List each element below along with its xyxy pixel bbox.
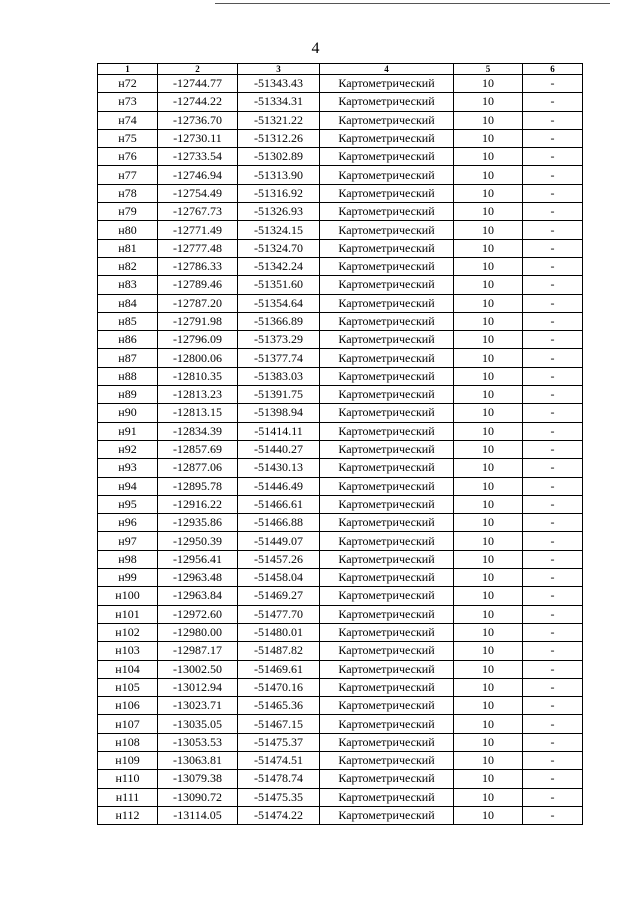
- y-coordinate-cell: -51302.89: [238, 148, 320, 166]
- top-rule: [215, 3, 610, 4]
- point-id-cell: н85: [98, 312, 158, 330]
- point-id-cell: н86: [98, 331, 158, 349]
- table-row: [98, 276, 583, 294]
- x-coordinate-cell: -12733.54: [158, 148, 238, 166]
- accuracy-cell: 10: [454, 697, 523, 715]
- y-coordinate-cell: -51321.22: [238, 111, 320, 129]
- table-row: [98, 605, 583, 623]
- method-cell: Картометрический: [320, 459, 454, 477]
- x-coordinate-cell: -12916.22: [158, 495, 238, 513]
- point-id-cell: н88: [98, 367, 158, 385]
- method-cell: Картометрический: [320, 148, 454, 166]
- x-coordinate-cell: -12813.15: [158, 404, 238, 422]
- x-coordinate-cell: -12834.39: [158, 422, 238, 440]
- accuracy-cell: 10: [454, 129, 523, 147]
- table-row: [98, 294, 583, 312]
- note-cell: -: [523, 331, 583, 349]
- note-cell: -: [523, 715, 583, 733]
- point-id-cell: н73: [98, 93, 158, 111]
- table-header-row: [98, 64, 583, 75]
- method-cell: Картометрический: [320, 276, 454, 294]
- y-coordinate-cell: -51458.04: [238, 569, 320, 587]
- method-cell: Картометрический: [320, 184, 454, 202]
- method-cell: Картометрический: [320, 733, 454, 751]
- x-coordinate-cell: -12777.48: [158, 239, 238, 257]
- table-row: [98, 697, 583, 715]
- table-row: [98, 386, 583, 404]
- point-id-cell: н105: [98, 678, 158, 696]
- note-cell: -: [523, 788, 583, 806]
- accuracy-cell: 10: [454, 440, 523, 458]
- y-coordinate-cell: -51326.93: [238, 203, 320, 221]
- method-cell: Картометрический: [320, 715, 454, 733]
- accuracy-cell: 10: [454, 93, 523, 111]
- point-id-cell: н102: [98, 623, 158, 641]
- point-id-cell: н83: [98, 276, 158, 294]
- accuracy-cell: 10: [454, 550, 523, 568]
- accuracy-cell: 10: [454, 367, 523, 385]
- table-row: [98, 587, 583, 605]
- y-coordinate-cell: -51469.61: [238, 660, 320, 678]
- note-cell: -: [523, 678, 583, 696]
- accuracy-cell: 10: [454, 312, 523, 330]
- accuracy-cell: 10: [454, 349, 523, 367]
- note-cell: -: [523, 404, 583, 422]
- method-cell: Картометрический: [320, 257, 454, 275]
- method-cell: Картометрический: [320, 93, 454, 111]
- point-id-cell: н104: [98, 660, 158, 678]
- accuracy-cell: 10: [454, 514, 523, 532]
- note-cell: -: [523, 660, 583, 678]
- note-cell: -: [523, 111, 583, 129]
- accuracy-cell: 10: [454, 386, 523, 404]
- y-coordinate-cell: -51478.74: [238, 770, 320, 788]
- table-row: [98, 770, 583, 788]
- method-cell: Картометрический: [320, 587, 454, 605]
- y-coordinate-cell: -51366.89: [238, 312, 320, 330]
- note-cell: -: [523, 697, 583, 715]
- x-coordinate-cell: -12987.17: [158, 642, 238, 660]
- x-coordinate-cell: -12786.33: [158, 257, 238, 275]
- y-coordinate-cell: -51470.16: [238, 678, 320, 696]
- x-coordinate-cell: -12771.49: [158, 221, 238, 239]
- y-coordinate-cell: -51457.26: [238, 550, 320, 568]
- method-cell: Картометрический: [320, 221, 454, 239]
- accuracy-cell: 10: [454, 459, 523, 477]
- table-body: [98, 75, 583, 825]
- method-cell: Картометрический: [320, 166, 454, 184]
- table-row: [98, 514, 583, 532]
- note-cell: -: [523, 422, 583, 440]
- y-coordinate-cell: -51312.26: [238, 129, 320, 147]
- accuracy-cell: 10: [454, 733, 523, 751]
- point-id-cell: н75: [98, 129, 158, 147]
- point-id-cell: н93: [98, 459, 158, 477]
- point-id-cell: н80: [98, 221, 158, 239]
- y-coordinate-cell: -51487.82: [238, 642, 320, 660]
- method-cell: Картометрический: [320, 532, 454, 550]
- note-cell: -: [523, 75, 583, 93]
- method-cell: Картометрический: [320, 331, 454, 349]
- accuracy-cell: 10: [454, 477, 523, 495]
- table-row: [98, 203, 583, 221]
- method-cell: Картометрический: [320, 569, 454, 587]
- table-row: [98, 184, 583, 202]
- table-row: [98, 349, 583, 367]
- x-coordinate-cell: -12963.84: [158, 587, 238, 605]
- table-row: [98, 459, 583, 477]
- method-cell: Картометрический: [320, 404, 454, 422]
- point-id-cell: н87: [98, 349, 158, 367]
- point-id-cell: н100: [98, 587, 158, 605]
- y-coordinate-cell: -51474.51: [238, 751, 320, 769]
- y-coordinate-cell: -51469.27: [238, 587, 320, 605]
- accuracy-cell: 10: [454, 184, 523, 202]
- method-cell: Картометрический: [320, 312, 454, 330]
- note-cell: -: [523, 459, 583, 477]
- note-cell: -: [523, 532, 583, 550]
- table-row: [98, 148, 583, 166]
- method-cell: Картометрический: [320, 440, 454, 458]
- page-number: 4: [311, 40, 320, 57]
- accuracy-cell: 10: [454, 770, 523, 788]
- point-id-cell: н77: [98, 166, 158, 184]
- table-row: [98, 477, 583, 495]
- accuracy-cell: 10: [454, 642, 523, 660]
- x-coordinate-cell: -12956.41: [158, 550, 238, 568]
- method-cell: Картометрический: [320, 386, 454, 404]
- note-cell: -: [523, 733, 583, 751]
- x-coordinate-cell: -12746.94: [158, 166, 238, 184]
- x-coordinate-cell: -13053.53: [158, 733, 238, 751]
- x-coordinate-cell: -12950.39: [158, 532, 238, 550]
- point-id-cell: н82: [98, 257, 158, 275]
- table-row: [98, 733, 583, 751]
- note-cell: -: [523, 367, 583, 385]
- y-coordinate-cell: -51414.11: [238, 422, 320, 440]
- table-row: [98, 623, 583, 641]
- note-cell: -: [523, 642, 583, 660]
- accuracy-cell: 10: [454, 331, 523, 349]
- x-coordinate-cell: -12744.77: [158, 75, 238, 93]
- x-coordinate-cell: -12877.06: [158, 459, 238, 477]
- method-cell: Картометрический: [320, 75, 454, 93]
- note-cell: -: [523, 312, 583, 330]
- note-cell: -: [523, 93, 583, 111]
- coordinates-table: [97, 63, 583, 825]
- point-id-cell: н90: [98, 404, 158, 422]
- table-row: [98, 678, 583, 696]
- accuracy-cell: 10: [454, 660, 523, 678]
- note-cell: -: [523, 349, 583, 367]
- accuracy-cell: 10: [454, 276, 523, 294]
- y-coordinate-cell: -51430.13: [238, 459, 320, 477]
- accuracy-cell: 10: [454, 239, 523, 257]
- column-header-4: 4: [320, 64, 454, 75]
- method-cell: Картометрический: [320, 788, 454, 806]
- y-coordinate-cell: -51466.88: [238, 514, 320, 532]
- accuracy-cell: 10: [454, 294, 523, 312]
- accuracy-cell: 10: [454, 404, 523, 422]
- point-id-cell: н89: [98, 386, 158, 404]
- method-cell: Картометрический: [320, 203, 454, 221]
- table-row: [98, 331, 583, 349]
- y-coordinate-cell: -51334.31: [238, 93, 320, 111]
- x-coordinate-cell: -12813.23: [158, 386, 238, 404]
- table-row: [98, 550, 583, 568]
- note-cell: -: [523, 257, 583, 275]
- x-coordinate-cell: -12810.35: [158, 367, 238, 385]
- y-coordinate-cell: -51398.94: [238, 404, 320, 422]
- column-header-1: 1: [98, 64, 158, 75]
- note-cell: -: [523, 294, 583, 312]
- x-coordinate-cell: -12730.11: [158, 129, 238, 147]
- method-cell: Картометрический: [320, 642, 454, 660]
- accuracy-cell: 10: [454, 715, 523, 733]
- note-cell: -: [523, 514, 583, 532]
- table-row: [98, 440, 583, 458]
- table-row: [98, 788, 583, 806]
- accuracy-cell: 10: [454, 111, 523, 129]
- x-coordinate-cell: -13090.72: [158, 788, 238, 806]
- y-coordinate-cell: -51446.49: [238, 477, 320, 495]
- point-id-cell: н111: [98, 788, 158, 806]
- table-row: [98, 532, 583, 550]
- note-cell: -: [523, 587, 583, 605]
- column-header-6: 6: [523, 64, 583, 75]
- y-coordinate-cell: -51342.24: [238, 257, 320, 275]
- method-cell: Картометрический: [320, 514, 454, 532]
- table-row: [98, 715, 583, 733]
- point-id-cell: н108: [98, 733, 158, 751]
- accuracy-cell: 10: [454, 532, 523, 550]
- point-id-cell: н74: [98, 111, 158, 129]
- method-cell: Картометрический: [320, 770, 454, 788]
- accuracy-cell: 10: [454, 788, 523, 806]
- accuracy-cell: 10: [454, 751, 523, 769]
- point-id-cell: н96: [98, 514, 158, 532]
- point-id-cell: н101: [98, 605, 158, 623]
- point-id-cell: н79: [98, 203, 158, 221]
- accuracy-cell: 10: [454, 678, 523, 696]
- accuracy-cell: 10: [454, 806, 523, 824]
- y-coordinate-cell: -51475.37: [238, 733, 320, 751]
- accuracy-cell: 10: [454, 203, 523, 221]
- x-coordinate-cell: -12980.00: [158, 623, 238, 641]
- x-coordinate-cell: -13079.38: [158, 770, 238, 788]
- x-coordinate-cell: -12789.46: [158, 276, 238, 294]
- y-coordinate-cell: -51467.15: [238, 715, 320, 733]
- point-id-cell: н95: [98, 495, 158, 513]
- accuracy-cell: 10: [454, 495, 523, 513]
- accuracy-cell: 10: [454, 623, 523, 641]
- y-coordinate-cell: -51324.15: [238, 221, 320, 239]
- note-cell: -: [523, 203, 583, 221]
- x-coordinate-cell: -12796.09: [158, 331, 238, 349]
- note-cell: -: [523, 221, 583, 239]
- point-id-cell: н76: [98, 148, 158, 166]
- y-coordinate-cell: -51354.64: [238, 294, 320, 312]
- note-cell: -: [523, 751, 583, 769]
- accuracy-cell: 10: [454, 257, 523, 275]
- column-header-2: 2: [158, 64, 238, 75]
- method-cell: Картометрический: [320, 806, 454, 824]
- method-cell: Картометрический: [320, 422, 454, 440]
- y-coordinate-cell: -51373.29: [238, 331, 320, 349]
- point-id-cell: н78: [98, 184, 158, 202]
- point-id-cell: н103: [98, 642, 158, 660]
- point-id-cell: н92: [98, 440, 158, 458]
- note-cell: -: [523, 129, 583, 147]
- table-row: [98, 75, 583, 93]
- y-coordinate-cell: -51449.07: [238, 532, 320, 550]
- y-coordinate-cell: -51316.92: [238, 184, 320, 202]
- x-coordinate-cell: -13023.71: [158, 697, 238, 715]
- y-coordinate-cell: -51383.03: [238, 367, 320, 385]
- y-coordinate-cell: -51440.27: [238, 440, 320, 458]
- note-cell: -: [523, 770, 583, 788]
- x-coordinate-cell: -13114.05: [158, 806, 238, 824]
- note-cell: -: [523, 386, 583, 404]
- method-cell: Картометрический: [320, 678, 454, 696]
- y-coordinate-cell: -51391.75: [238, 386, 320, 404]
- point-id-cell: н94: [98, 477, 158, 495]
- x-coordinate-cell: -12895.78: [158, 477, 238, 495]
- method-cell: Картометрический: [320, 623, 454, 641]
- accuracy-cell: 10: [454, 221, 523, 239]
- table-row: [98, 422, 583, 440]
- accuracy-cell: 10: [454, 75, 523, 93]
- y-coordinate-cell: -51465.36: [238, 697, 320, 715]
- note-cell: -: [523, 166, 583, 184]
- table-row: [98, 221, 583, 239]
- table-row: [98, 257, 583, 275]
- note-cell: -: [523, 440, 583, 458]
- table-row: [98, 166, 583, 184]
- point-id-cell: н81: [98, 239, 158, 257]
- table-row: [98, 751, 583, 769]
- table-row: [98, 660, 583, 678]
- point-id-cell: н112: [98, 806, 158, 824]
- point-id-cell: н98: [98, 550, 158, 568]
- method-cell: Картометрический: [320, 605, 454, 623]
- x-coordinate-cell: -12935.86: [158, 514, 238, 532]
- x-coordinate-cell: -12767.73: [158, 203, 238, 221]
- y-coordinate-cell: -51477.70: [238, 605, 320, 623]
- table-row: [98, 404, 583, 422]
- x-coordinate-cell: -12857.69: [158, 440, 238, 458]
- note-cell: -: [523, 569, 583, 587]
- method-cell: Картометрический: [320, 111, 454, 129]
- y-coordinate-cell: -51351.60: [238, 276, 320, 294]
- x-coordinate-cell: -12972.60: [158, 605, 238, 623]
- note-cell: -: [523, 605, 583, 623]
- point-id-cell: н110: [98, 770, 158, 788]
- table-row: [98, 129, 583, 147]
- point-id-cell: н97: [98, 532, 158, 550]
- x-coordinate-cell: -12800.06: [158, 349, 238, 367]
- table-row: [98, 367, 583, 385]
- point-id-cell: н107: [98, 715, 158, 733]
- note-cell: -: [523, 239, 583, 257]
- note-cell: -: [523, 477, 583, 495]
- x-coordinate-cell: -13002.50: [158, 660, 238, 678]
- method-cell: Картометрический: [320, 239, 454, 257]
- method-cell: Картометрический: [320, 367, 454, 385]
- y-coordinate-cell: -51466.61: [238, 495, 320, 513]
- table-row: [98, 806, 583, 824]
- method-cell: Картометрический: [320, 477, 454, 495]
- note-cell: -: [523, 495, 583, 513]
- method-cell: Картометрический: [320, 550, 454, 568]
- note-cell: -: [523, 148, 583, 166]
- table-row: [98, 239, 583, 257]
- note-cell: -: [523, 550, 583, 568]
- accuracy-cell: 10: [454, 587, 523, 605]
- point-id-cell: н99: [98, 569, 158, 587]
- table-row: [98, 569, 583, 587]
- note-cell: -: [523, 184, 583, 202]
- y-coordinate-cell: -51377.74: [238, 349, 320, 367]
- table-row: [98, 642, 583, 660]
- x-coordinate-cell: -12791.98: [158, 312, 238, 330]
- x-coordinate-cell: -12744.22: [158, 93, 238, 111]
- accuracy-cell: 10: [454, 605, 523, 623]
- method-cell: Картометрический: [320, 660, 454, 678]
- method-cell: Картометрический: [320, 349, 454, 367]
- point-id-cell: н72: [98, 75, 158, 93]
- column-header-3: 3: [238, 64, 320, 75]
- x-coordinate-cell: -13063.81: [158, 751, 238, 769]
- y-coordinate-cell: -51475.35: [238, 788, 320, 806]
- note-cell: -: [523, 623, 583, 641]
- point-id-cell: н109: [98, 751, 158, 769]
- y-coordinate-cell: -51324.70: [238, 239, 320, 257]
- point-id-cell: н91: [98, 422, 158, 440]
- point-id-cell: н106: [98, 697, 158, 715]
- method-cell: Картометрический: [320, 294, 454, 312]
- y-coordinate-cell: -51343.43: [238, 75, 320, 93]
- x-coordinate-cell: -13035.05: [158, 715, 238, 733]
- accuracy-cell: 10: [454, 166, 523, 184]
- y-coordinate-cell: -51480.01: [238, 623, 320, 641]
- x-coordinate-cell: -12754.49: [158, 184, 238, 202]
- note-cell: -: [523, 806, 583, 824]
- method-cell: Картометрический: [320, 129, 454, 147]
- method-cell: Картометрический: [320, 495, 454, 513]
- point-id-cell: н84: [98, 294, 158, 312]
- x-coordinate-cell: -13012.94: [158, 678, 238, 696]
- accuracy-cell: 10: [454, 569, 523, 587]
- table-row: [98, 312, 583, 330]
- table-row: [98, 111, 583, 129]
- table-row: [98, 93, 583, 111]
- y-coordinate-cell: -51474.22: [238, 806, 320, 824]
- accuracy-cell: 10: [454, 422, 523, 440]
- y-coordinate-cell: -51313.90: [238, 166, 320, 184]
- note-cell: -: [523, 276, 583, 294]
- accuracy-cell: 10: [454, 148, 523, 166]
- column-header-5: 5: [454, 64, 523, 75]
- x-coordinate-cell: -12787.20: [158, 294, 238, 312]
- x-coordinate-cell: -12736.70: [158, 111, 238, 129]
- x-coordinate-cell: -12963.48: [158, 569, 238, 587]
- method-cell: Картометрический: [320, 697, 454, 715]
- method-cell: Картометрический: [320, 751, 454, 769]
- table-row: [98, 495, 583, 513]
